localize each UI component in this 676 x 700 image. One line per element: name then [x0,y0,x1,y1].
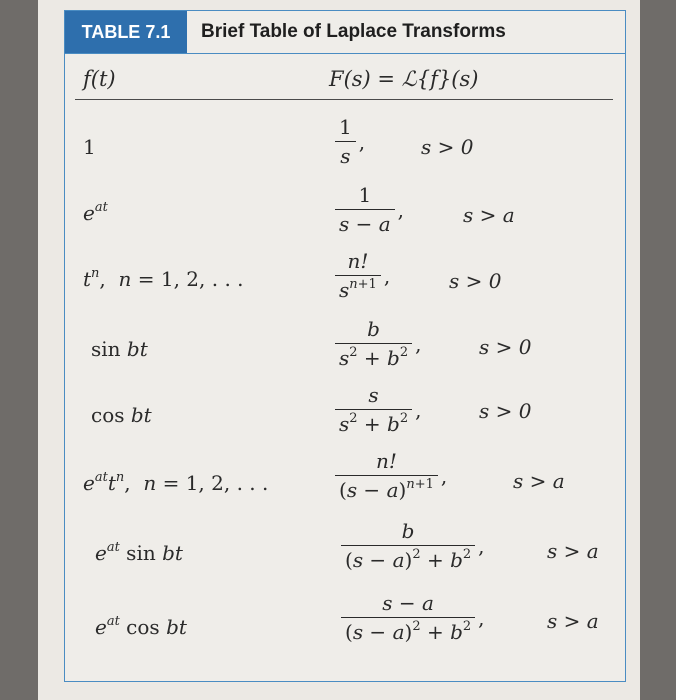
row-2-condition: s > a [463,203,515,227]
table-header [65,11,625,54]
row-2-F: $\frac{1}{s - a}$ , [335,183,404,236]
row-5-F-num: s [368,383,379,407]
row-5-F: $\frac{s}{s^2 + b^2}$ , [335,383,421,436]
row-3-F-num: n! [347,249,369,273]
row-4-F: $\frac{b}{s^2 + b^2}$ , [335,317,421,370]
row-1-condition: s > 0 [421,135,474,159]
row-6-condition: s > a [513,469,565,493]
row-2-F-den: s − a [335,209,395,236]
row-8-f: $e^{at}$ cos bt [95,614,187,639]
row-8-F: $\frac{s - a}{(s - a)^2 + b^2}$ , [341,591,485,644]
row-3-f: $t^n$, n = 1, 2, . . . [83,266,244,291]
row-4-f: sin bt [91,337,148,361]
row-7-F-num: b [401,519,415,543]
row-2-F-num: 1 [358,183,372,207]
row-4-condition: s > 0 [479,335,532,359]
table-title: Brief Table of Laplace Transforms [201,21,506,42]
laplace-table [64,10,626,682]
row-2-f: $e^{at}$ [83,200,108,225]
row-5-condition: s > 0 [479,399,532,423]
textbook-page [38,0,640,700]
row-1-F-den: s [335,141,356,168]
row-1-f-text: 1 [83,135,96,159]
row-7-condition: s > a [547,539,599,563]
row-3-F: $\frac{n!}{s^{n+1}}$ , [335,249,390,302]
row-6-F-num: n! [375,449,397,473]
table-number-label: TABLE 7.1 [65,11,187,53]
row-7-F: $\frac{b}{(s - a)^2 + b^2}$ , [341,519,485,572]
row-8-condition: s > a [547,609,599,633]
row-7-f: $e^{at}$ sin bt [95,540,183,565]
row-6-F: $\frac{n!}{(s - a)^{n+1}}$ , [335,449,447,502]
column-header-f-t: f(t) [83,67,116,91]
header-rule [75,99,613,100]
row-1-F: $\frac{1}{s}$ , [335,115,365,168]
row-1-F-num: 1 [339,115,352,139]
row-5-f: cos bt [91,403,152,427]
row-8-F-num: s − a [382,591,434,615]
row-4-F-num: b [367,317,380,341]
row-1-f [83,135,96,159]
row-6-f: $e^{at}t^n$, n = 1, 2, . . . [83,470,269,495]
row-3-condition: s > 0 [449,269,502,293]
column-header-F-s: F(s) = ℒ{f}(s) [329,67,479,91]
